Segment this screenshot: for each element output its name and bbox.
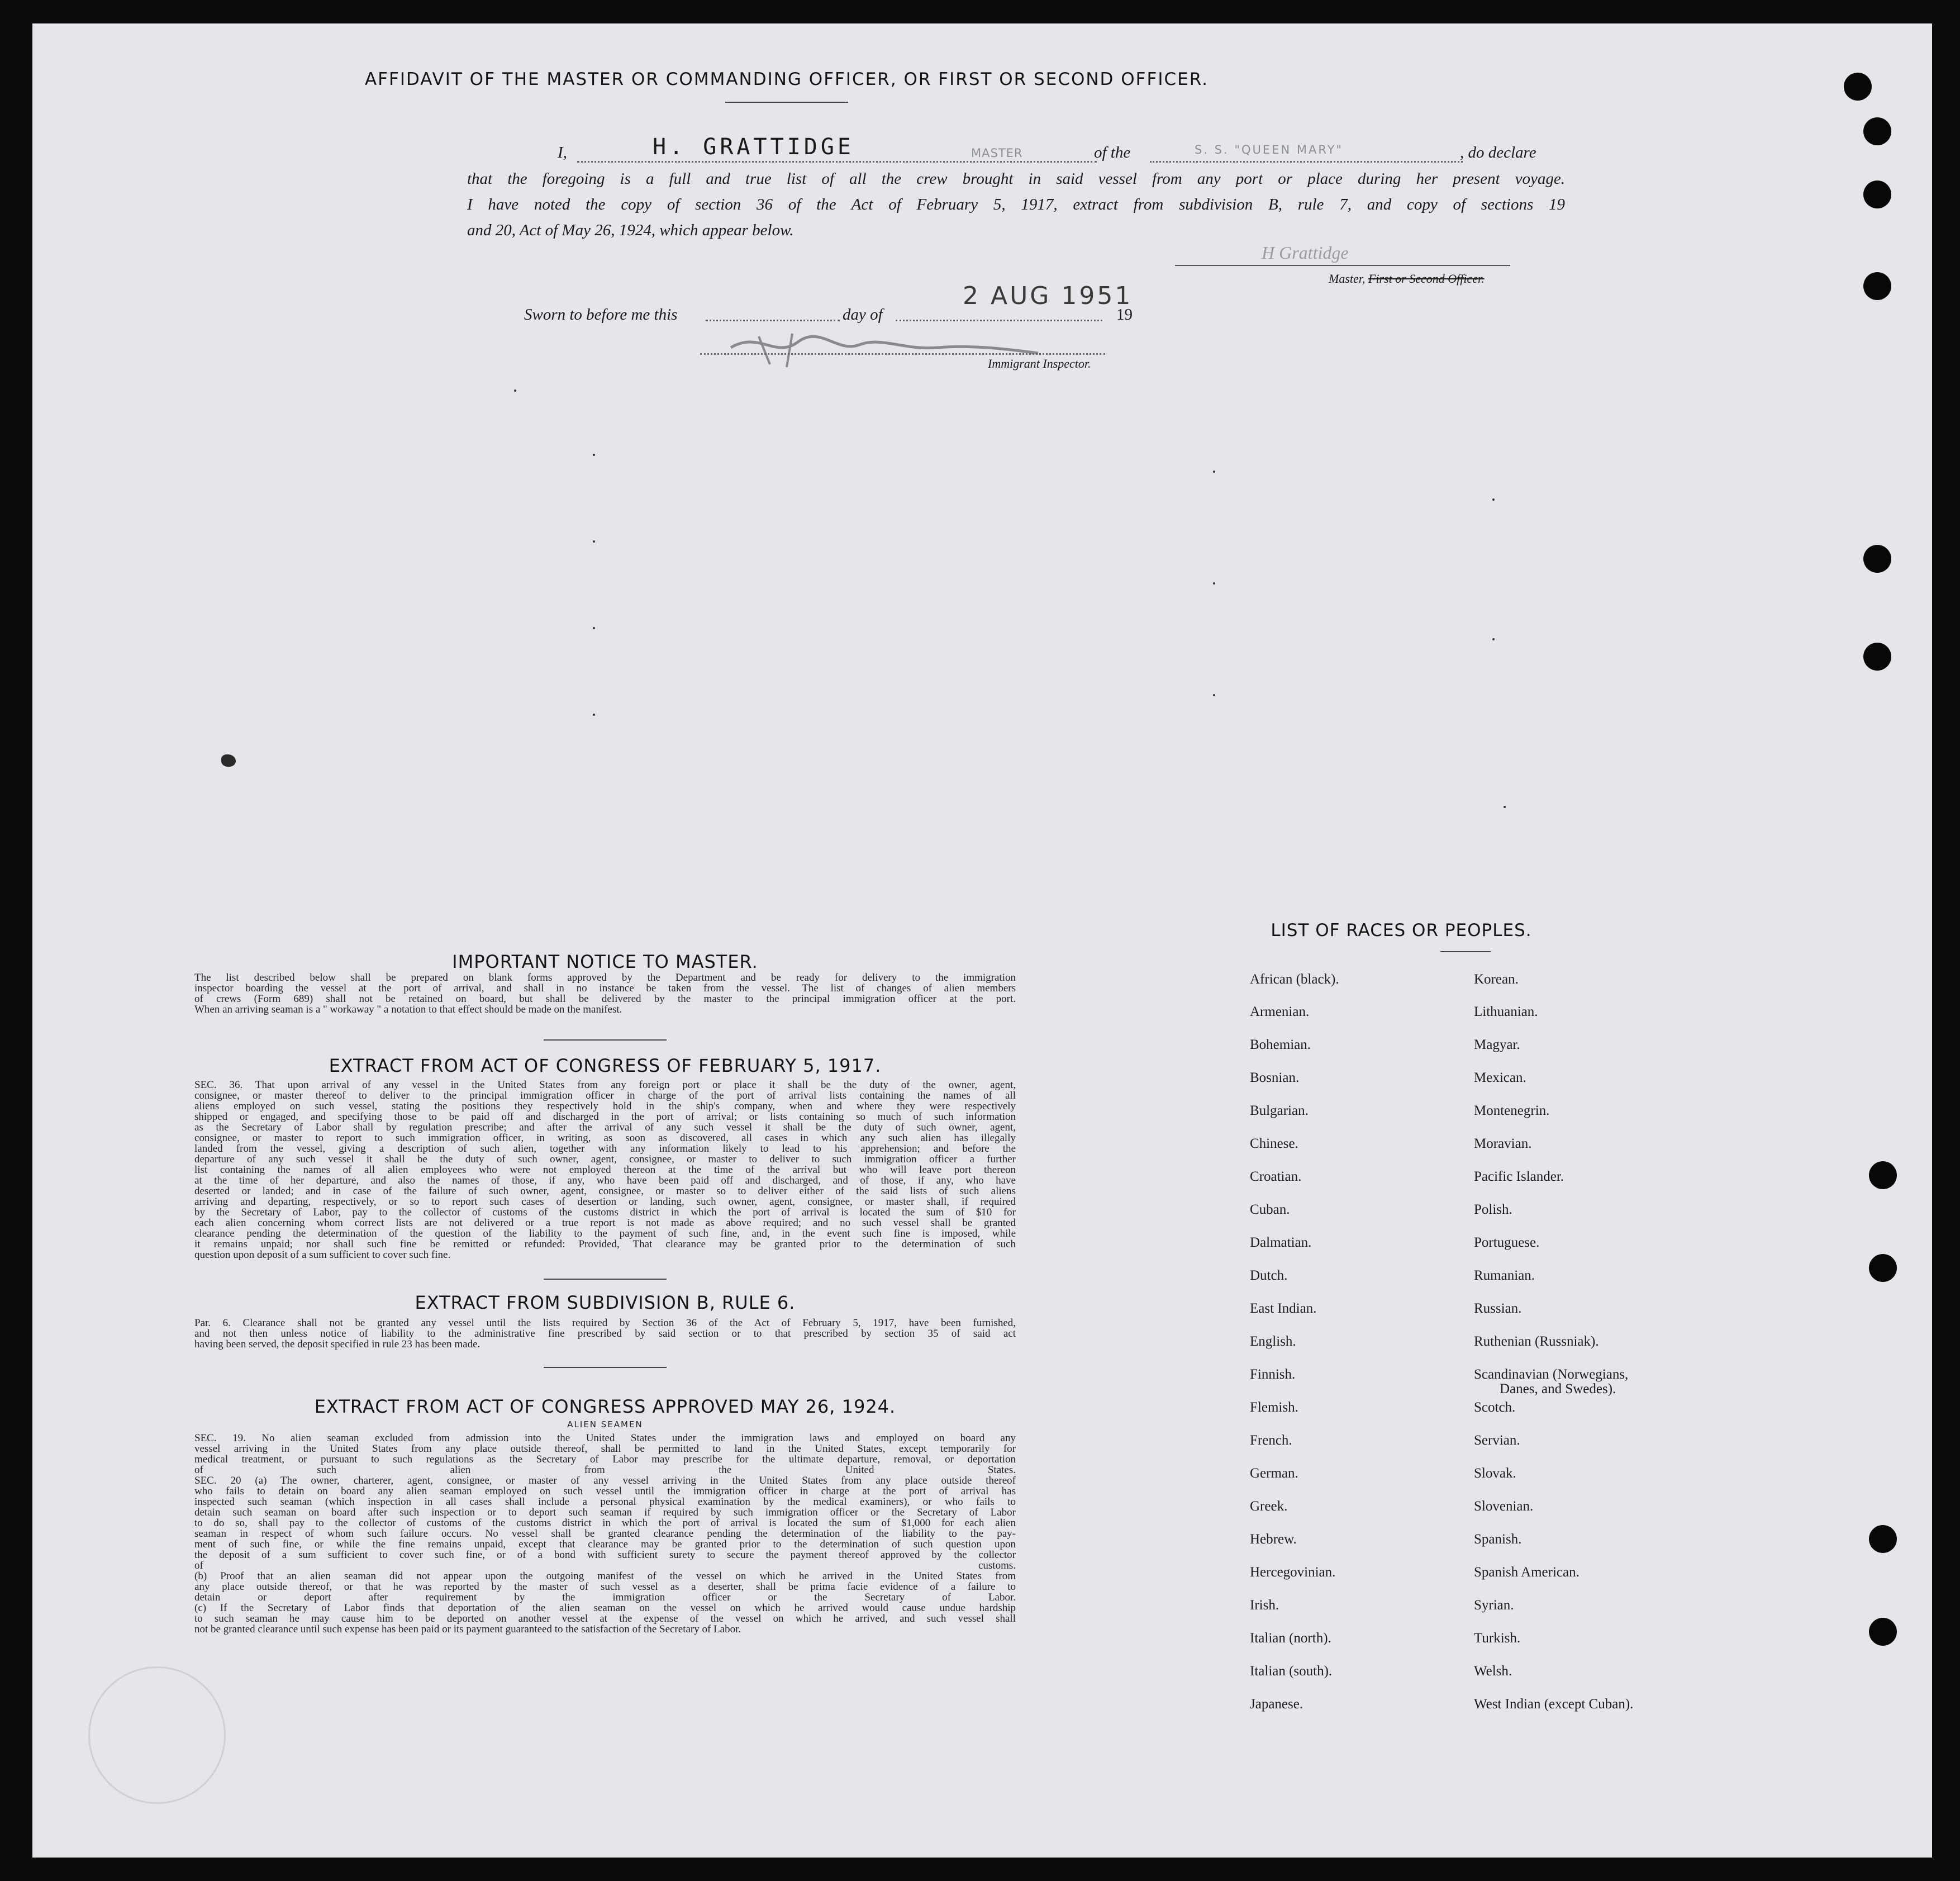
race-item: Finnish. (1250, 1367, 1296, 1382)
sworn-label: Sworn to before me this (524, 306, 678, 324)
race-item: Montenegrin. (1474, 1103, 1550, 1118)
day-of-label: day of (843, 306, 883, 324)
act-1924-line: who fails to detain on board any alien seaman employed on such vessel until the immigration officer in charge at the port of arrival has (194, 1486, 1016, 1497)
act-1924-line: of customs. (194, 1560, 1016, 1571)
race-item: Polish. (1474, 1202, 1512, 1217)
race-item: Japanese. (1250, 1697, 1304, 1712)
race-item: Scandinavian (Norwegians, (1474, 1367, 1629, 1382)
race-item: Bohemian. (1250, 1037, 1311, 1052)
notice-text (194, 972, 1016, 1015)
speck (1492, 498, 1495, 501)
race-item: Pacific Islander. (1474, 1169, 1564, 1184)
act-1924-line: to do so, shall pay to the collector of customs of the customs district in which the port of arrival is located the sum of $1,000 for each alien (194, 1518, 1016, 1528)
race-item: German. (1250, 1466, 1298, 1481)
act-1917-line: question upon deposit of a sum sufficient to cover such fine. (194, 1250, 451, 1260)
act-1917-line: aliens employed on such vessel, stating the positions they respectively hold in the ship's company, when and where they were respectively (194, 1101, 1016, 1112)
race-item: Korean. (1474, 972, 1519, 987)
race-item: Scotch. (1474, 1400, 1516, 1415)
subdivision-line: having been served, the deposit specified in rule 23 has been made. (194, 1339, 481, 1350)
race-item: Spanish. (1474, 1532, 1522, 1547)
race-item: Russian. (1474, 1301, 1522, 1316)
act-1924-line: to such seaman he may cause him to be deported on another vessel at the expense of the vessel on which he arrived, and such vessel shall (194, 1613, 1016, 1624)
year-prefix: 19 (1116, 306, 1133, 324)
race-item: Welsh. (1474, 1664, 1512, 1679)
month-fill-line (896, 320, 1102, 321)
act-1924-line: any place outside thereof, or that he was reported by the master of such vessel as a deserter, shall be prima facie evidence of a failure to (194, 1581, 1016, 1592)
act-1924-line: not be granted clearance until such expense has been paid or its payment guaranteed to the satisfaction of the Secretary of Labor. (194, 1624, 741, 1635)
punch-hole (1869, 1618, 1897, 1646)
struck-label: First or Second Officer. (1368, 272, 1485, 286)
races-title: LIST OF RACES OR PEOPLES. (1271, 920, 1532, 940)
act-1917-line: landed from the vessel, giving a description of such alien, together with any information likely to lead to his apprehension; and before the (194, 1143, 1016, 1154)
race-item: Cuban. (1250, 1202, 1290, 1217)
notice-line: of crews (Form 689) shall not be retained on board, but shall be delivered by the master to the principal immigration officer at the port. (194, 994, 1016, 1004)
of-the-label: of the (1094, 144, 1131, 162)
race-item: Dalmatian. (1250, 1235, 1312, 1250)
inspector-fill-line (700, 353, 1105, 355)
race-item: Italian (south). (1250, 1664, 1333, 1679)
act-1917-line: SEC. 36. That upon arrival of any vessel in the United States from any foreign port or place it shall be the duty of the owner, agent, (194, 1080, 1016, 1090)
affidavit-line-3: I have noted the copy of section 36 of the Act of February 5, 1917, extract from subdivision B, rule 7, and copy of sections 19 (467, 196, 1565, 213)
speck (1213, 582, 1215, 585)
name-fill-line (577, 161, 1097, 163)
date-stamp: 2 AUG 1951 (963, 282, 1133, 310)
master-label-text: Master, (1329, 272, 1366, 286)
subdivision-text (194, 1318, 1016, 1350)
subdivision-line: Par. 6. Clearance shall not be granted any vessel until the lists required by Section 36 of the Act of February 5, 1917, have been furnished, (194, 1318, 1016, 1328)
race-item: Italian (north). (1250, 1631, 1331, 1646)
ink-blot (221, 754, 236, 767)
do-declare-label: , do declare (1460, 144, 1536, 162)
race-item: Magyar. (1474, 1037, 1520, 1052)
act-1917-line: arriving and departing, respectively, or so to report such cases of desertion or landing, such owner, agent, consignee, or master shall, if required (194, 1196, 1016, 1207)
race-item: French. (1250, 1433, 1292, 1448)
signature-line (1175, 265, 1510, 266)
act-1917-heading: EXTRACT FROM ACT OF CONGRESS OF FEBRUARY 5, 1917. (329, 1055, 882, 1076)
race-item: English. (1250, 1334, 1296, 1349)
inspector-label: Immigrant Inspector. (988, 357, 1091, 370)
race-item: Irish. (1250, 1598, 1279, 1613)
act-1924-line: of such alien from the United States. (194, 1465, 1016, 1475)
notice-line: inspector boarding the vessel at the port of arrival, and shall in no instance be taken from the vessel. The list of changes of alien members (194, 983, 1016, 994)
race-item: Hebrew. (1250, 1532, 1297, 1547)
act-1917-line: list containing the names of all alien employees who were not employed thereon at the time of the arrival but who will leave port thereon (194, 1165, 1016, 1175)
punch-hole (1863, 117, 1891, 145)
act-1917-line: departure of any such vessel it shall be the duty of such owner, agent, consignee, or master to deliver to such immigration officer a further (194, 1154, 1016, 1165)
section-divider (544, 1367, 667, 1368)
race-item: Mexican. (1474, 1070, 1526, 1085)
master-label (1329, 272, 1485, 286)
act-1924-line: (c) If the Secretary of Labor finds that deportation of the alien seaman on the vessel on which he arrived would cause undue hardship (194, 1603, 1016, 1613)
speck (1213, 471, 1215, 473)
affidavit-line-4: and 20, Act of May 26, 1924, which appear below. (467, 221, 794, 239)
act-1924-line: ment of such fine, or while the fine remains unpaid, except that clearance may be granted prior to the determination of such question upon (194, 1539, 1016, 1550)
race-item: Ruthenian (Russniak). (1474, 1334, 1599, 1349)
speck (593, 714, 595, 716)
vessel-name: S. S. "QUEEN MARY" (1195, 143, 1344, 156)
punch-hole (1863, 180, 1891, 208)
punch-hole (1863, 272, 1891, 300)
race-item: Dutch. (1250, 1268, 1288, 1283)
race-item: West Indian (except Cuban). (1474, 1697, 1634, 1712)
act-1924-line: SEC. 20 (a) The owner, charterer, agent, consignee, or master of any vessel arriving in the United States from any place outside thereof (194, 1475, 1016, 1486)
rank-text: MASTER (971, 146, 1023, 160)
race-item: Rumanian. (1474, 1268, 1535, 1283)
punch-hole (1863, 545, 1891, 573)
act-1917-line: consignee, or master to report to such immigration officer, in writing, as soon as discovered, all cases in which any such alien has illegally (194, 1133, 1016, 1143)
day-fill-line (706, 320, 840, 321)
punch-hole (1863, 643, 1891, 671)
punch-hole (1869, 1254, 1897, 1282)
race-item: Chinese. (1250, 1136, 1298, 1151)
race-item: Flemish. (1250, 1400, 1298, 1415)
act-1924-subheading: ALIEN SEAMEN (567, 1419, 643, 1429)
race-item: Hercegovinian. (1250, 1565, 1336, 1580)
race-item: Bulgarian. (1250, 1103, 1309, 1118)
act-1917-line: shipped or engaged, and specifying those to be paid off and discharged in the port of arrival; or lists containing so much of such information (194, 1112, 1016, 1122)
act-1917-text (194, 1080, 1016, 1260)
section-divider (544, 1279, 667, 1280)
race-item: Slovak. (1474, 1466, 1516, 1481)
race-item: Croatian. (1250, 1169, 1302, 1184)
race-item: Greek. (1250, 1499, 1288, 1514)
act-1924-line: seaman in respect of whom such failure occurs. No vessel shall be granted clearance pending the determination of the liability to the pay- (194, 1528, 1016, 1539)
affidavit-title: AFFIDAVIT OF THE MASTER OR COMMANDING OFFICER, OR FIRST OR SECOND OFFICER. (364, 69, 1209, 89)
act-1917-line: by the Secretary of Labor, pay to the collector of customs of the customs district in which the port of arrival is located the sum of $10 for (194, 1207, 1016, 1218)
act-1924-heading: EXTRACT FROM ACT OF CONGRESS APPROVED MAY 26, 1924. (314, 1396, 896, 1417)
faint-seal-stamp (88, 1666, 226, 1804)
race-item: Portuguese. (1474, 1235, 1540, 1250)
act-1924-line: detain such seaman on board after such inspection or to deport such seaman if required by such immigration officer or the Secretary of Labor (194, 1507, 1016, 1518)
race-item: Lithuanian. (1474, 1004, 1538, 1019)
document-page (32, 23, 1932, 1858)
officer-name: H. GRATTIDGE (653, 134, 854, 160)
punch-hole (1869, 1161, 1897, 1189)
race-item: Spanish American. (1474, 1565, 1580, 1580)
i-label: I, (558, 144, 567, 162)
speck (593, 627, 595, 629)
title-divider (725, 102, 848, 103)
speck (514, 390, 516, 392)
race-item: African (black). (1250, 972, 1339, 987)
punch-hole (1844, 73, 1872, 101)
act-1924-line: SEC. 19. No alien seaman excluded from admission into the United States under the immigration laws and employed on board any (194, 1433, 1016, 1443)
act-1917-line: clearance pending the determination of the question of the liability to the payment of such fine, and, in the event such fine is imposed, while (194, 1228, 1016, 1239)
act-1917-line: deserted or landed; and in case of the failure of such owner, agent, consignee, or master so to deliver either of the said lists of such aliens (194, 1186, 1016, 1196)
act-1924-line: (b) Proof that an alien seaman did not appear upon the outgoing manifest of the vessel on which he arrived in the United States from (194, 1571, 1016, 1581)
race-item: Turkish. (1474, 1631, 1521, 1646)
vessel-fill-line (1150, 161, 1463, 163)
speck (1492, 638, 1495, 640)
act-1917-line: consignee, or master thereof to deliver to the principal immigration officer in charge of the port of arrival lists containing the names of all (194, 1090, 1016, 1101)
speck (1504, 806, 1506, 808)
act-1917-line: at the time of her departure, and also the names of those, if any, who have been paid off and discharged, and of those, if any, who have (194, 1175, 1016, 1186)
act-1924-line: the deposit of a sum sufficient to cover such fine, or of a bond with sufficient surety to secure the payment thereof approved by the collector (194, 1550, 1016, 1560)
notice-heading: IMPORTANT NOTICE TO MASTER. (452, 951, 758, 972)
subdivision-heading: EXTRACT FROM SUBDIVISION B, RULE 6. (415, 1292, 796, 1313)
act-1917-line: it remains unpaid; nor shall such fine be remitted or refunded: Provided, That clearance may be granted prior to the determination of such (194, 1239, 1016, 1250)
act-1917-line: each alien concerning whom correct lists are not delivered or a true report is not made as above required; and no such vessel shall be granted (194, 1218, 1016, 1228)
speck (593, 540, 595, 543)
race-item: East Indian. (1250, 1301, 1317, 1316)
act-1924-line: medical treatment, or pursuant to such regulations as the Secretary of Labor may prescribe for the ultimate departure, removal, or deportation (194, 1454, 1016, 1465)
race-item-continuation: Danes, and Swedes). (1500, 1381, 1616, 1396)
race-item: Slovenian. (1474, 1499, 1534, 1514)
race-item: Bosnian. (1250, 1070, 1300, 1085)
affidavit-line-2: that the foregoing is a full and true list of all the crew brought in said vessel from any port or place during her present voyage. (467, 170, 1565, 188)
act-1917-line: as the Secretary of Labor shall by regulation prescribe; and after the arrival of any such vessel it shall be the duty of such owner, agent, (194, 1122, 1016, 1133)
race-item: Syrian. (1474, 1598, 1514, 1613)
notice-line: The list described below shall be prepared on blank forms approved by the Department and be ready for delivery to the immigration (194, 972, 1016, 983)
act-1924-line: vessel arriving in the United States from any place outside thereof, shall be permitted to land in the United States, except temporarily for (194, 1443, 1016, 1454)
race-item: Servian. (1474, 1433, 1520, 1448)
notice-line: When an arriving seaman is a " workaway " a notation to that effect should be made on the manifest. (194, 1004, 622, 1015)
act-1924-line: inspected such seaman (which inspection in all cases shall include a personal physical examination by the medical examiners), or who fails to (194, 1497, 1016, 1507)
speck (1213, 694, 1215, 696)
master-signature: H Grattidge (1262, 243, 1349, 263)
race-item: Armenian. (1250, 1004, 1310, 1019)
section-divider (544, 1039, 667, 1041)
act-1924-line: detain or deport after requirement by the immigration officer or the Secretary of Labor. (194, 1592, 1016, 1603)
speck (593, 454, 595, 456)
race-item: Moravian. (1474, 1136, 1532, 1151)
subdivision-line: and not then unless notice of liability to the administrative fine prescribed by said section or to that prescribed by section 35 of said act (194, 1328, 1016, 1339)
act-1924-text (194, 1433, 1016, 1635)
punch-hole (1869, 1525, 1897, 1553)
races-divider (1440, 951, 1491, 952)
